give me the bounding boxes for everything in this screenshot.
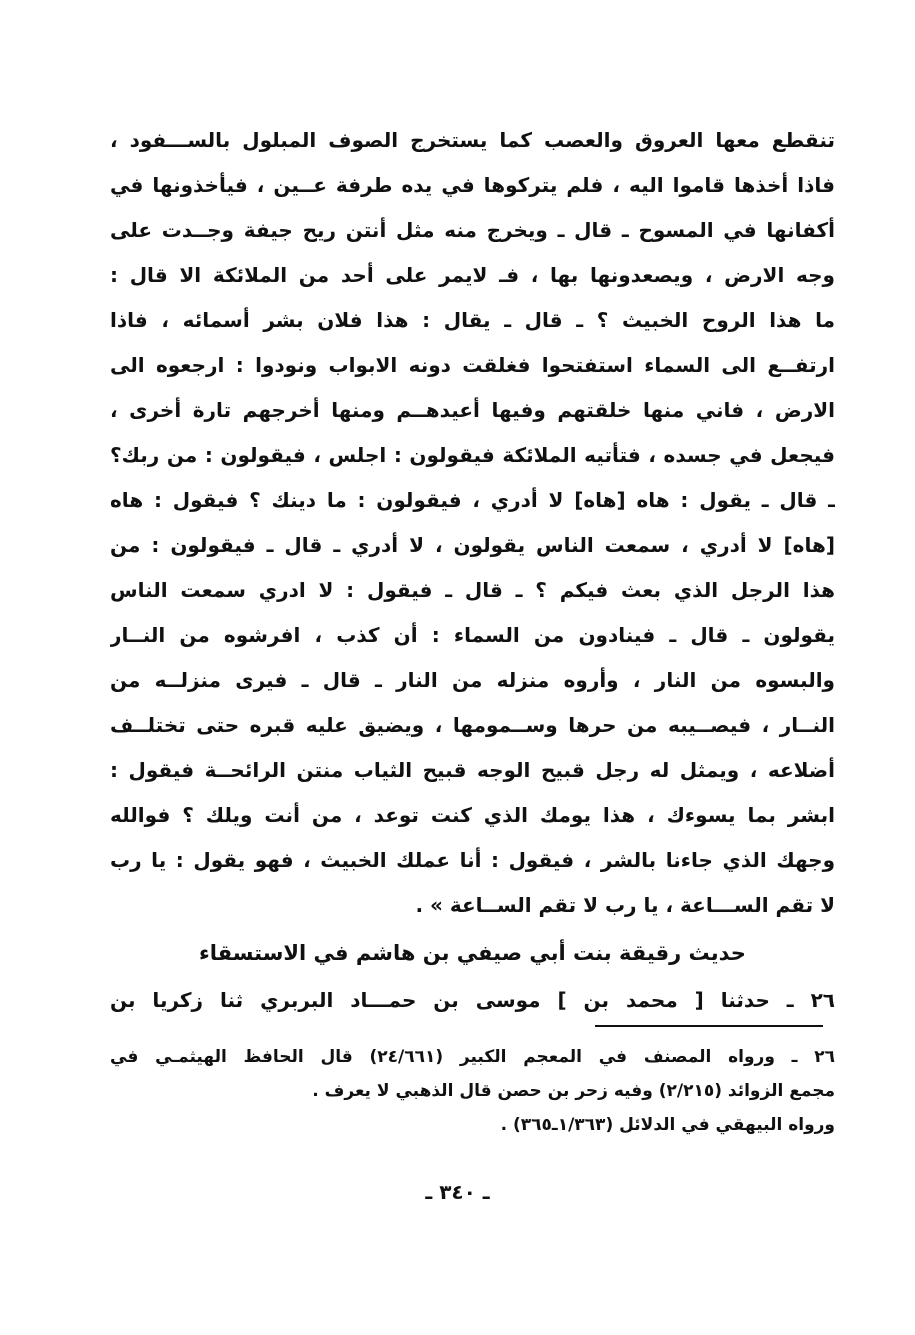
text-line: ابشر بما يسوءك ، هذا يومك الذي كنت توعد ، من أنت ويلك ؟ فوالله bbox=[110, 803, 835, 827]
text-line: وجه الارض ، ويصعدونها بها ، فـ لايمر على أحد من الملائكة الا قال : bbox=[110, 263, 835, 287]
footnotes bbox=[110, 1040, 835, 1142]
text-line: ـ قال ـ يقول : هاه [هاه] لا أدري ، فيقولون : ما دينك ؟ فيقول : هاه bbox=[110, 488, 835, 512]
page-number: ـ ٣٤٠ ـ bbox=[425, 1180, 490, 1204]
text-line: فيجعل في جسده ، فتأتيه الملائكة فيقولون : اجلس ، فيقولون : من ربك؟ bbox=[110, 443, 835, 467]
text-line: أكفانها في المسوح ـ قال ـ ويخرج منه مثل أنتن ريح جيفة وجــدت على bbox=[110, 218, 835, 242]
main-text bbox=[110, 118, 835, 1023]
text-line: ما هذا الروح الخبيث ؟ ـ قال ـ يقال : هذا فلان بشر أسمائه ، فاذا bbox=[110, 308, 835, 332]
text-line: النــار ، فيصــيبه من حرها وســمومها ، ويضيق عليه قبره حتى تختلــف bbox=[110, 713, 835, 737]
hadith-intro-line: ٢٦ ـ حدثنا [ محمد بن ] موسى بن حمـــاد البربري ثنا زكريا بن bbox=[110, 988, 835, 1012]
section-heading: حديث رقيقة بنت أبي صيفي بن هاشم في الاستسقاء bbox=[199, 941, 746, 965]
text-line: وجهك الذي جاءنا بالشر ، فيقول : أنا عملك الخبيث ، فهو يقول : يا رب bbox=[110, 848, 835, 872]
footnote-line: مجمع الزوائد (٢/٢١٥) وفيه زحر بن حصن قال الذهبي لا يعرف . bbox=[312, 1081, 835, 1101]
text-line: فاذا أخذها قاموا اليه ، فلم يتركوها في يده طرفة عــين ، فيأخذونها في bbox=[110, 173, 835, 197]
text-line: أضلاعه ، ويمثل له رجل قبيح الوجه قبيح الثياب منتن الرائحــة فيقول : bbox=[110, 758, 835, 782]
footnote-separator bbox=[595, 1025, 823, 1027]
text-line: لا تقم الســـاعة ، يا رب لا تقم الســاعة » . bbox=[415, 893, 835, 917]
text-line: الارض ، فاني منها خلقتهم وفيها أعيدهــم ومنها أخرجهم تارة أخرى ، bbox=[110, 398, 835, 422]
text-line: والبسوه من النار ، وأروه منزله من النار ـ قال ـ فيرى منزلــه من bbox=[110, 668, 835, 692]
footnote-line: ٢٦ ـ ورواه المصنف في المعجم الكبير (٢٤/٦٦١) قال الحافظ الهيثمـي في bbox=[110, 1047, 835, 1067]
text-line: تنقطع معها العروق والعصب كما يستخرج الصوف المبلول بالســـفود ، bbox=[110, 128, 835, 152]
text-line: يقولون ـ قال ـ فينادون من السماء : أن كذب ، افرشوه من النــار bbox=[110, 623, 835, 647]
footnote-line: ورواه البيهقي في الدلائل (١/٣٦٣ـ٣٦٥) . bbox=[500, 1115, 835, 1135]
text-line: هذا الرجل الذي بعث فيكم ؟ ـ قال ـ فيقول : لا ادري سمعت الناس bbox=[110, 578, 835, 602]
text-line: ارتفــع الى السماء استفتحوا فغلقت دونه الابواب ونودوا : ارجعوه الى bbox=[110, 353, 835, 377]
text-line: [هاه] لا أدري ، سمعت الناس يقولون ، لا أدري ـ قال ـ فيقولون : من bbox=[110, 533, 835, 557]
